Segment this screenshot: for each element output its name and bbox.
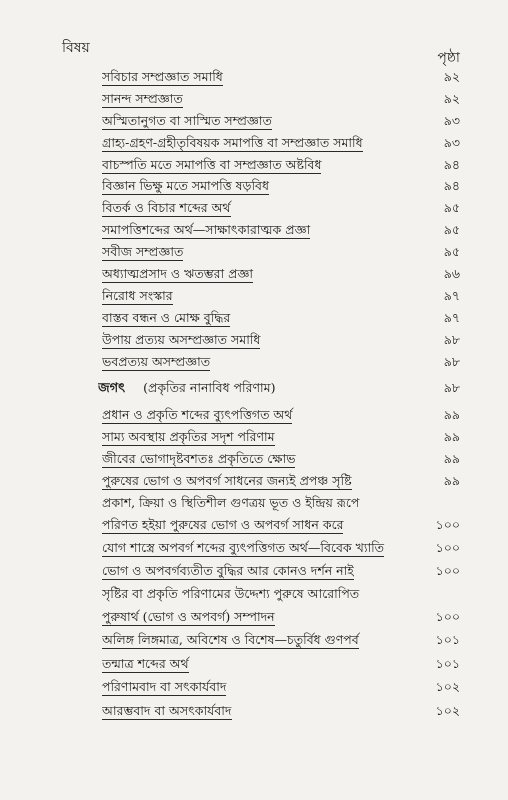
toc-entry-label: অলিঙ্গ লিঙ্গমাত্র, অবিশেষ ও বিশেষ—চতুর্বিধ গুণপর্ব (102, 632, 359, 648)
toc-entry (0, 536, 508, 560)
toc-page-number: ৯৫ (443, 200, 460, 216)
toc-page-number: ৯৩ (443, 134, 460, 150)
toc-entry-text (98, 377, 426, 400)
toc-entry-text (102, 699, 426, 723)
toc-entry-text (102, 329, 426, 351)
toc-entry (0, 605, 508, 629)
toc-entry (0, 241, 508, 263)
toc-entry-text (102, 426, 426, 448)
page-heading: পৃষ্ঠা (437, 50, 460, 66)
toc-entry-text (102, 448, 426, 470)
toc-entry-label: সাম্য অবস্থায় প্রকৃতির সদৃশ পরিণাম (102, 429, 275, 445)
toc-entry-text (102, 307, 426, 329)
toc-page-number: ১০০ (435, 563, 460, 579)
toc-entry-label: উপায় প্রত্যয় অসম্প্রজ্ঞাত সমাধি (102, 331, 261, 347)
toc-entry (0, 197, 508, 219)
toc-entry-label: সবীজ সম্প্রজ্ঞাত (102, 244, 184, 260)
toc-entry-text (102, 132, 426, 154)
toc-entry (0, 470, 508, 492)
toc-entry (0, 110, 508, 132)
toc-entry-label: পরিণত হইয়া পুরুষের ভোগ ও অপবর্গ সাধন করে (102, 516, 344, 532)
subject-heading: বিষয় (62, 40, 90, 56)
toc-page-number: ৯৬ (443, 266, 460, 282)
toc-entry (0, 219, 508, 241)
toc-page-number: ৯৯ (443, 473, 460, 489)
toc-entry-label: জীবের ভোগাদৃষ্টবশতঃ প্রকৃতিতে ক্ষোভ (102, 451, 296, 467)
toc-entry (0, 351, 508, 373)
toc-entry-text (102, 652, 426, 676)
toc-entry-label: ভবপ্রত্যয় অসম্প্রজ্ঞাত (102, 353, 211, 369)
toc-entry-label: সানন্দ সম্প্রজ্ঞাত (102, 90, 183, 106)
toc-entry-text (102, 241, 426, 263)
toc-entry (0, 66, 508, 88)
toc-entry (0, 263, 508, 285)
toc-entry-text (102, 605, 426, 629)
toc-page-number: ১০০ (435, 516, 460, 532)
toc-entry-text (102, 263, 426, 285)
toc-entry (0, 285, 508, 307)
toc-page-number: ৯৮ (443, 353, 460, 369)
toc-entry-label: পুরুষের ভোগ ও অপবর্গ সাধনের জন্যই প্রপঞ্চ সৃষ্টি (102, 473, 352, 489)
toc-entry (0, 404, 508, 426)
toc-section-heading (0, 377, 508, 399)
toc-page-number: ৯৪ (443, 156, 460, 172)
toc-entry-text (102, 351, 426, 373)
toc-list (0, 66, 508, 722)
toc-entry (0, 514, 508, 536)
toc-entry-label: সবিচার সম্প্রজ্ঞাত সমাধি (102, 69, 223, 84)
toc-entry (0, 307, 508, 329)
toc-page-number: ১০০ (435, 539, 460, 555)
toc-entry (0, 88, 508, 110)
toc-page-number: ৯৭ (443, 309, 460, 325)
toc-page-number: ৯৯ (443, 451, 460, 467)
toc-page-number: ৯৯ (443, 429, 460, 445)
toc-entry (0, 583, 508, 605)
toc-entry-text (102, 88, 426, 110)
toc-page-number: ১০০ (435, 608, 460, 624)
toc-entry (0, 154, 508, 176)
toc-entry-text (102, 285, 426, 307)
toc-section-subtitle: (প্রকৃতির নানাবিধ পরিণাম) (143, 380, 276, 396)
toc-entry-text (102, 559, 426, 583)
toc-entry-text (102, 219, 426, 241)
toc-page-number: ৯৭ (443, 287, 460, 303)
toc-entry-text (102, 197, 426, 219)
toc-entry-label: পুরুষার্থ (ভোগ ও অপবর্গ) সম্পাদন (102, 608, 275, 624)
toc-page-number: ৯৫ (443, 244, 460, 260)
toc-entry-label: আরম্ভবাদ বা অসৎকার্যবাদ (102, 702, 232, 718)
toc-entry (0, 675, 508, 699)
toc-entry-label: প্রকাশ, ক্রিয়া ও স্থিতিশীল গুণত্রয় ভূত ও ইন্দ্রিয় রূপে (102, 494, 360, 510)
toc-entry-label: যোগ শাস্ত্রে অপবর্গ শব্দের ব্যুৎপত্তিগত অর্থ—বিবেক খ্যাতি (102, 539, 385, 555)
toc-entry-text (102, 154, 426, 176)
toc-page-number: ৯৮ (443, 380, 460, 396)
toc-entry-text (102, 404, 426, 426)
toc-entry-label: বিতর্ক ও বিচার শব্দের অর্থ (102, 200, 231, 216)
toc-entry-label: অধ্যাত্মপ্রসাদ ও ঋতম্ভরা প্রজ্ঞা (102, 266, 254, 282)
toc-page-number: ১০২ (435, 702, 460, 718)
toc-entry-text (102, 514, 426, 536)
toc-entry-text (102, 583, 426, 605)
toc-entry-label: বাচস্পতি মতে সমাপত্তি বা সম্প্রজ্ঞাত অষ্টবিধ (102, 156, 322, 172)
toc-entry-label: নিরোধ সংস্কার (102, 287, 173, 303)
toc-page-number: ১০১ (435, 632, 460, 648)
toc-entry-text (102, 675, 426, 699)
toc-entry (0, 699, 508, 723)
toc-entry-label: পরিণামবাদ বা সৎকার্যবাদ (102, 679, 227, 695)
toc-page-number: ১০২ (435, 679, 460, 695)
toc-entry-label: গ্রাহ্য-গ্রহণ-গ্রহীতৃবিষয়ক সমাপত্তি বা সম্প্রজ্ঞাত সমাধি (102, 134, 363, 150)
toc-page-number: ৯২ (443, 69, 460, 84)
toc-page-number: ৯৮ (443, 331, 460, 347)
toc-entry-text (102, 175, 426, 197)
toc-entry-text (102, 536, 426, 560)
toc-entry (0, 175, 508, 197)
toc-entry-text (102, 628, 426, 652)
toc-entry-label: বাস্তব বন্ধন ও মোক্ষ বুদ্ধির (102, 309, 231, 325)
toc-entry (0, 628, 508, 652)
toc-entry (0, 329, 508, 351)
toc-entry-label: প্রধান ও প্রকৃতি শব্দের ব্যুৎপত্তিগত অর্থ (102, 407, 293, 423)
toc-entry-text (102, 470, 426, 492)
toc-entry (0, 559, 508, 583)
toc-entry-label: সমাপত্তিশব্দের অর্থ—সাক্ষাৎকারাত্মক প্রজ্ঞা (102, 222, 311, 238)
toc-entry-label: তন্মাত্র শব্দের অর্থ (102, 655, 189, 671)
toc-entry-label: অস্মিতানুগত বা সাস্মিত সম্প্রজ্ঞাত (102, 112, 272, 128)
toc-page-number: ৯৪ (443, 178, 460, 194)
toc-entry-text (102, 66, 426, 88)
toc-entry-label: সৃষ্টির বা প্রকৃতি পরিণামের উদ্দেশ্য পুরুষে আরোপিত (102, 585, 360, 601)
toc-entry (0, 652, 508, 676)
toc-page-number: ১০১ (435, 655, 460, 671)
toc-page-number: ৯৩ (443, 112, 460, 128)
toc-entry (0, 448, 508, 470)
toc-entry (0, 426, 508, 448)
toc-entry-label: বিজ্ঞান ভিক্ষু মতে সমাপত্তি ষড়বিধ (102, 178, 270, 194)
toc-page-number: ৯৫ (443, 222, 460, 238)
toc-page-number: ৯২ (443, 90, 460, 106)
toc-entry-label: ভোগ ও অপবর্গব্যতীত বুদ্ধির আর কোনও দর্শন নাই (102, 563, 354, 579)
toc-entry-text (102, 110, 426, 132)
toc-page-number: ৯৯ (443, 407, 460, 423)
toc-entry-text (102, 492, 426, 514)
toc-entry (0, 132, 508, 154)
toc-entry-label: জগৎ (98, 381, 126, 397)
toc-entry (0, 492, 508, 514)
